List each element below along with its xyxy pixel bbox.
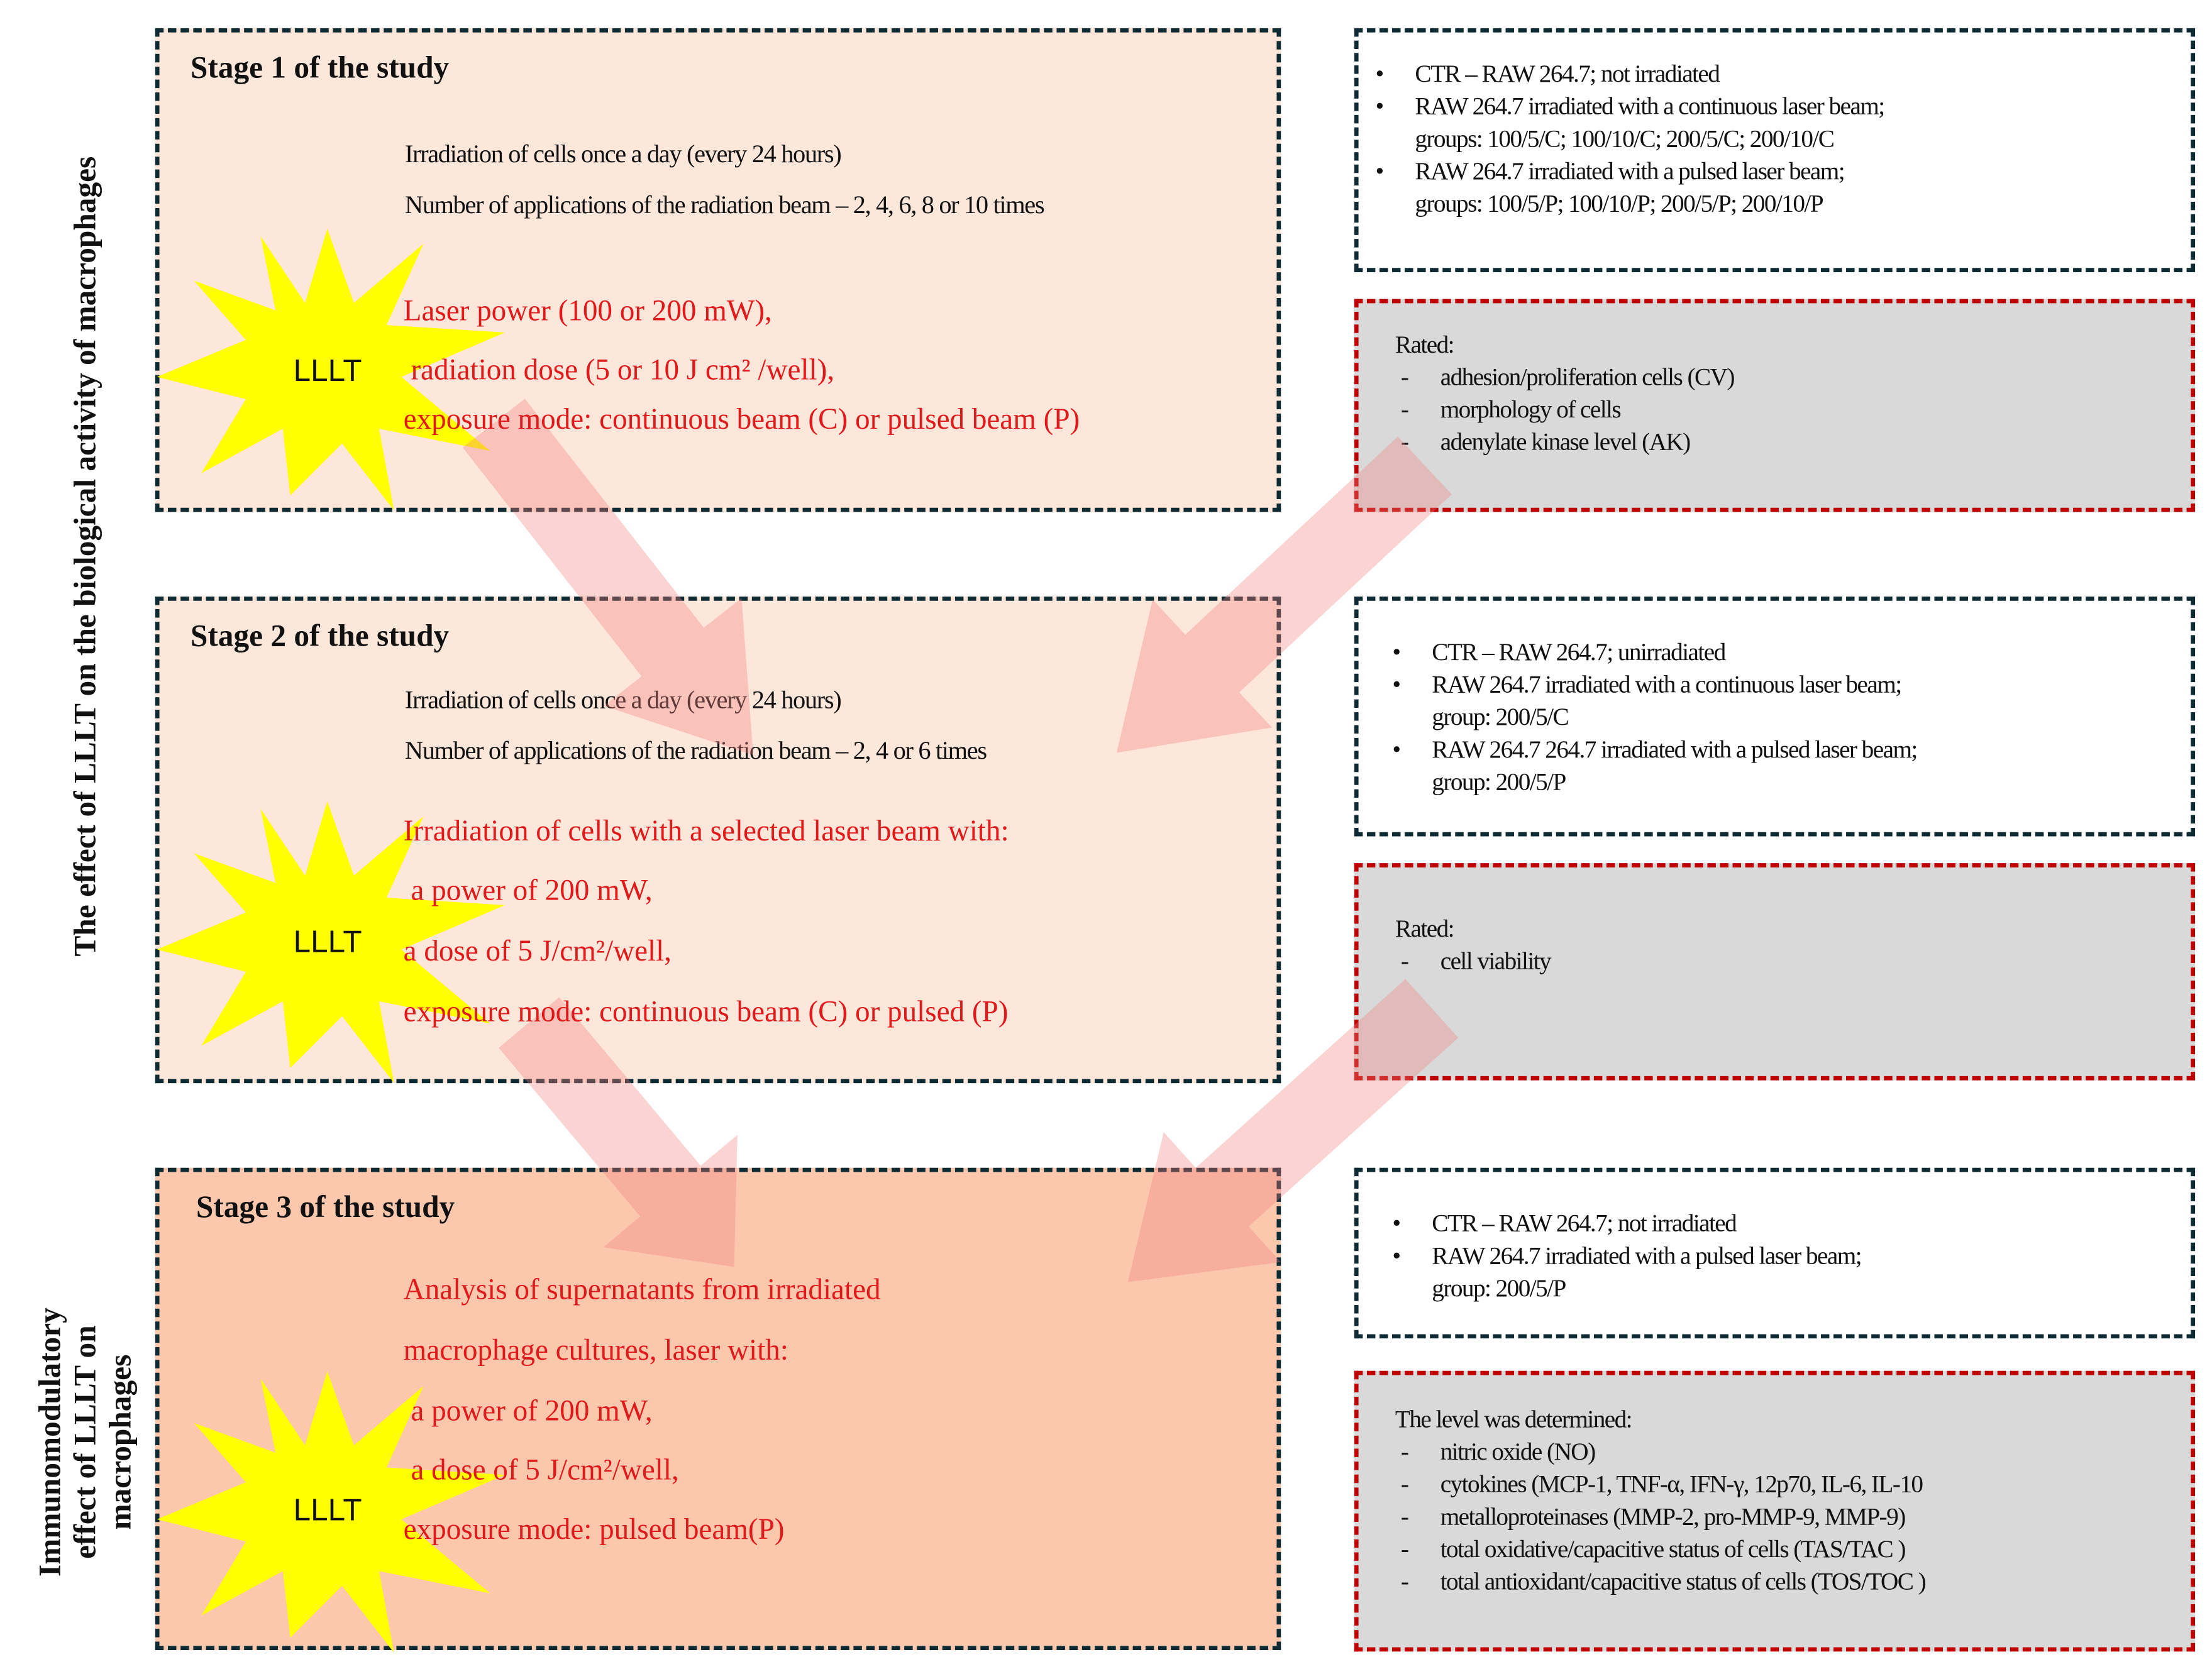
rated-heading: Rated: <box>1395 913 1454 942</box>
stage-2-param: exposure mode: continuous beam (C) or pulsed (P) <box>403 994 1009 1028</box>
stage-1-param: exposure mode: continuous beam (C) or pulsed beam (P) <box>403 402 1080 436</box>
group-item: CTR – RAW 264.7; not irradiated <box>1415 59 1720 88</box>
groups-box-1: • CTR – RAW 264.7; not irradiated • RAW 264.7 irradiated with a continuous laser beam; groups: 100/5/C; 100/10/C; 200/5/C; 200/10/C • RAW 264.7 irradiated with a pulsed laser beam; groups: 100/5/P; 100/10/P; 200/5/P; 200/10/P <box>1354 28 2195 272</box>
stage-1-param: radiation dose (5 or 10 J cm² /well), <box>403 352 835 387</box>
stage-3-param: a power of 200 mW, <box>403 1393 653 1428</box>
rated-heading: Rated: <box>1395 330 1454 358</box>
stage-1-info: Number of applications of the radiation beam – 2, 4, 6, 8 or 10 times <box>404 190 1044 219</box>
groups-box-3: • CTR – RAW 264.7; not irradiated • RAW 264.7 irradiated with a pulsed laser beam; group: 200/5/P <box>1354 1168 2195 1338</box>
rated-item: metalloproteinases (MMP-2, pro-MMP-9, MMP-9) <box>1440 1502 1905 1531</box>
rated-item: nitric oxide (NO) <box>1440 1437 1595 1466</box>
stage-2-param: Irradiation of cells with a selected laser beam with: <box>403 813 1009 848</box>
groups-box-2: • CTR – RAW 264.7; unirradiated • RAW 264.7 irradiated with a continuous laser beam; group: 200/5/C • RAW 264.7 264.7 irradiated with a pulsed laser beam; group: 200/5/P <box>1354 597 2195 836</box>
stage-2-param: a power of 200 mW, <box>403 873 653 907</box>
stage-3-param: Analysis of supernatants from irradiated <box>403 1272 881 1306</box>
group-item: RAW 264.7 irradiated with a pulsed laser beam; groups: 100/5/P; 100/10/P; 200/5/P; 200/10/P <box>1415 157 1845 218</box>
rated-item: adenylate kinase level (AK) <box>1440 427 1690 456</box>
side-label-biological-activity: The effect of LLLT on the biological activity of macrophages <box>67 156 102 957</box>
rated-box-2: Rated: - cell viability <box>1354 863 2195 1081</box>
arrow-rated2-to-stage3 <box>1070 944 1491 1347</box>
side-label-line: effect of LLLT on <box>67 1325 102 1559</box>
determined-box: The level was determined: - nitric oxide (NO) - cytokines (MCP-1, TNF-α, IFN-γ, 12p70, IL-6, IL-10 - metalloproteinases (MMP-2, pro-MMP-9, MMP-9) - total oxidative/capacitive status of cells (TAS/TAC ) - total antioxidant/capacitive status of cells (TOS/TOC ) <box>1354 1371 2195 1651</box>
stage-2-info: Irradiation of cells once a day (every 24 hours) <box>404 685 841 714</box>
lllt-label: LLLT <box>293 352 362 388</box>
rated-item: total oxidative/capacitive status of cells (TAS/TAC ) <box>1440 1534 1905 1563</box>
rated-box-1: Rated: - adhesion/proliferation cells (CV) - morphology of cells - adenylate kinase level (AK) <box>1354 299 2195 512</box>
group-item: RAW 264.7 264.7 irradiated with a pulsed laser beam; group: 200/5/P <box>1432 734 1917 796</box>
rated-item: morphology of cells <box>1440 395 1621 424</box>
group-item: CTR – RAW 264.7; not irradiated <box>1432 1208 1737 1237</box>
rated-item: total antioxidant/capacitive status of cells (TOS/TOC ) <box>1440 1567 1926 1595</box>
stage-2-param: a dose of 5 J/cm²/well, <box>403 933 672 968</box>
group-item: RAW 264.7 irradiated with a continuous laser beam; group: 200/5/C <box>1432 669 1901 731</box>
lllt-label: LLLT <box>293 923 362 959</box>
side-label-line: macrophages <box>102 1354 138 1530</box>
stage-3-title: Stage 3 of the study <box>196 1189 455 1225</box>
stage-3-param: a dose of 5 J/cm²/well, <box>403 1452 679 1487</box>
arrow-rated1-to-stage2 <box>1057 402 1485 817</box>
rated-item: cytokines (MCP-1, TNF-α, IFN-γ, 12p70, IL-6, IL-10 <box>1440 1469 1923 1498</box>
stage-1-info: Irradiation of cells once a day (every 24 hours) <box>404 140 841 168</box>
stage-2-info: Number of applications of the radiation beam – 2, 4 or 6 times <box>404 736 987 765</box>
stage-3-param: macrophage cultures, laser with: <box>403 1333 788 1367</box>
lllt-label: LLLT <box>293 1492 362 1528</box>
rated-item: adhesion/proliferation cells (CV) <box>1440 362 1734 391</box>
side-label-line: Immunomodulatory <box>31 1308 67 1577</box>
stage-1-title: Stage 1 of the study <box>190 49 450 85</box>
group-item: RAW 264.7 irradiated with a pulsed laser beam; group: 200/5/P <box>1432 1241 1862 1302</box>
rated-heading: The level was determined: <box>1395 1404 1632 1433</box>
stage-3-param: exposure mode: pulsed beam(P) <box>403 1512 785 1546</box>
rated-item: cell viability <box>1440 946 1551 975</box>
stage-2-title: Stage 2 of the study <box>190 617 450 653</box>
group-item: RAW 264.7 irradiated with a continuous laser beam; groups: 100/5/C; 100/10/C; 200/5/C; 200/10/C <box>1415 91 1884 153</box>
group-item: CTR – RAW 264.7; unirradiated <box>1432 637 1725 666</box>
stage-1-param: Laser power (100 or 200 mW), <box>403 293 772 328</box>
